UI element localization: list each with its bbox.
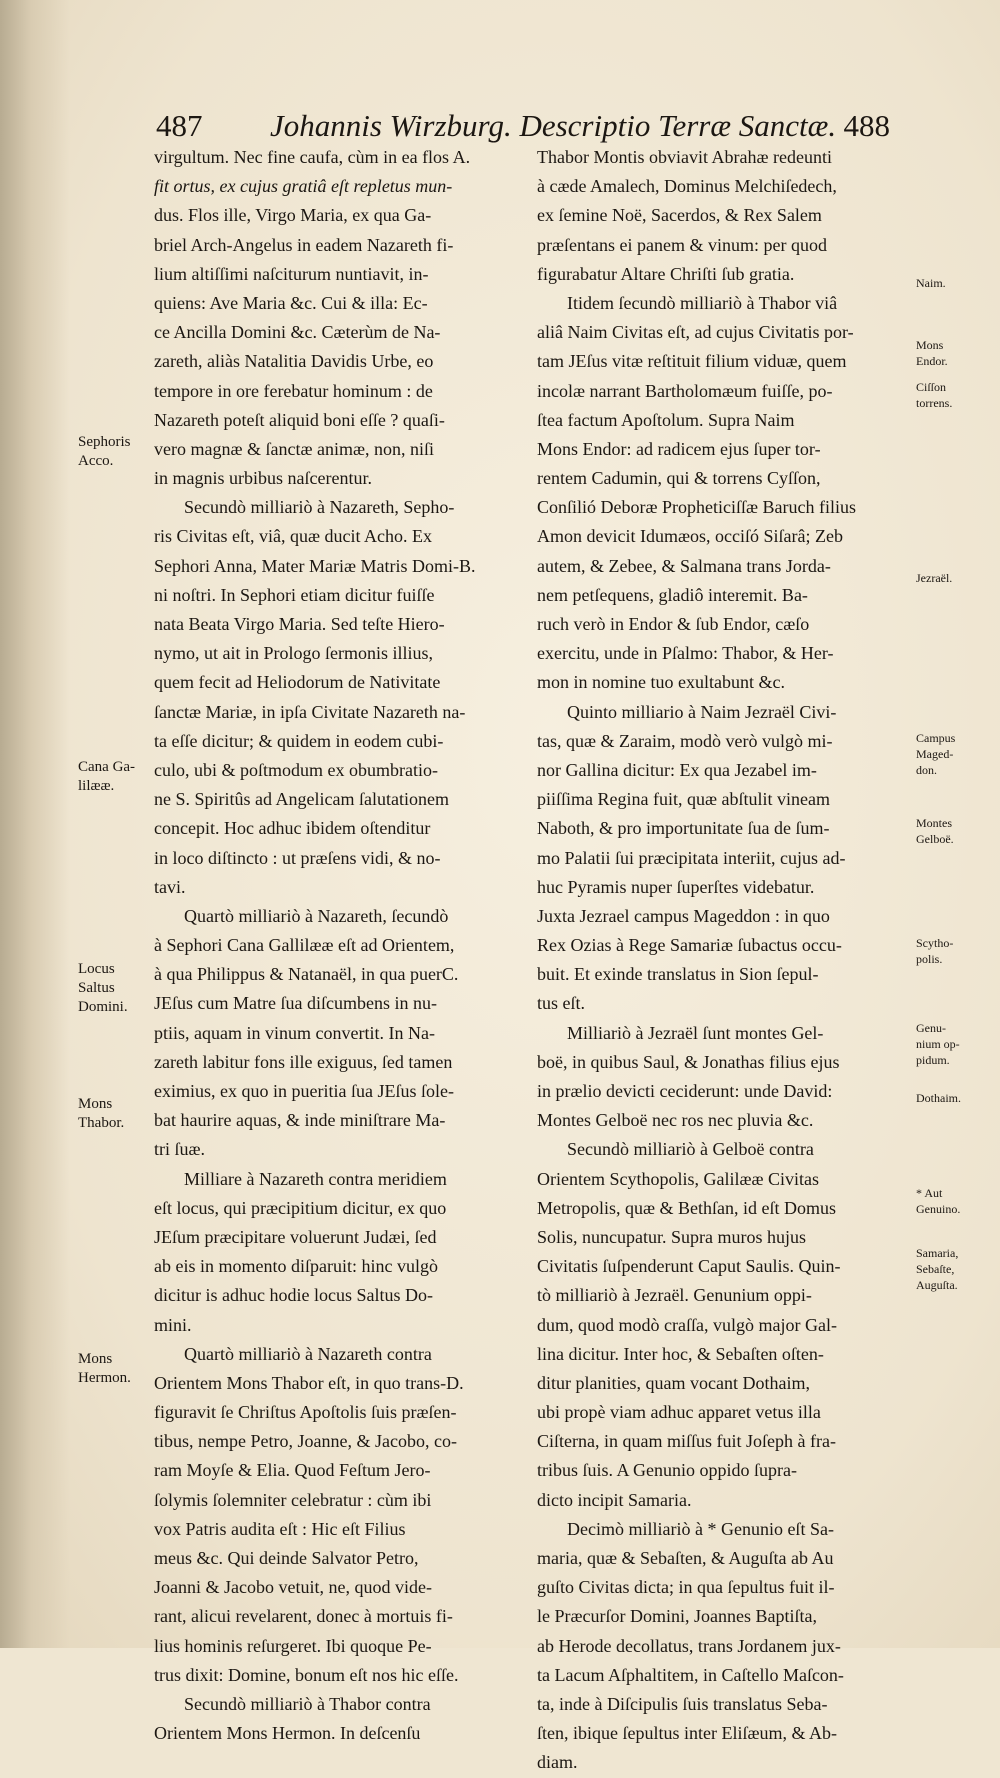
margin-note-line: Sephoris xyxy=(78,434,131,450)
right-column-line: dicto incipit Samaria. xyxy=(537,1489,692,1510)
left-column-line: ce Ancilla Domini &c. Cæterùm de Na- xyxy=(154,322,441,343)
left-column-line: ni noſtri. In Sephori etiam dicitur fuiſſe xyxy=(154,584,435,605)
margin-note-line: Gelboë. xyxy=(916,832,954,846)
right-margin-note xyxy=(916,275,946,291)
left-column-line: lium altiſſimi naſciturum nuntiavit, in- xyxy=(154,263,429,284)
left-column-line: fit ortus, ex cujus gratiâ eſt repletus mun- xyxy=(154,176,453,197)
left-column-line: Quartò milliariò à Nazareth, ſecundò xyxy=(184,905,449,926)
right-margin-note xyxy=(916,1245,958,1293)
margin-note-line: Cana Ga- xyxy=(78,759,136,775)
right-margin-note xyxy=(916,1020,960,1068)
right-column-line: tò milliariò à Jezraël. Genunium oppi- xyxy=(537,1285,812,1306)
right-column-line: Thabor Montis obviavit Abrahæ redeunti xyxy=(537,147,832,167)
right-column-line: ex ſemine Noë, Sacerdos, & Rex Salem xyxy=(537,205,822,226)
right-column-line: ditur planities, quam vocant Dothaim, xyxy=(537,1372,810,1393)
right-column-line: buit. Et exinde translatus in Sion ſepul- xyxy=(537,964,819,985)
right-column-line: à cæde Amalech, Dominus Melchiſedech, xyxy=(537,176,837,197)
margin-note-line: nium op- xyxy=(916,1037,960,1051)
page-number-right: 488 xyxy=(843,108,890,143)
margin-note-line: Endor. xyxy=(916,354,948,368)
margin-note-line: Montes xyxy=(916,816,952,830)
page-number-left: 487 xyxy=(156,108,203,143)
margin-note-line: Naim. xyxy=(916,276,946,290)
left-column-line: ta eſſe dicitur; & quidem in eodem cubi- xyxy=(154,730,444,751)
right-column-line: mo Palatii ſui præcipitata interiit, cujus ad- xyxy=(537,847,846,868)
right-column-line: diam. xyxy=(537,1752,578,1773)
right-column-line: figurabatur Altare Chriſti ſub gratia. xyxy=(537,263,795,284)
left-column-line: Orientem Mons Thabor eſt, in quo trans-D. xyxy=(154,1372,464,1393)
left-column-line: tibus, nempe Petro, Joanne, & Jacobo, co- xyxy=(154,1431,457,1452)
right-column-line: ſtea factum Apoſtolum. Supra Naim xyxy=(537,409,795,430)
left-margin-note xyxy=(78,758,135,796)
right-column-line: Decimò milliariò à * Genunio eſt Sa- xyxy=(567,1518,834,1539)
margin-note-line: * Aut xyxy=(916,1186,943,1200)
right-column-line: Ciſterna, in quam miſſus fuit Joſeph à fra- xyxy=(537,1431,836,1452)
margin-note-line: Mons xyxy=(916,338,944,352)
right-column-line: huc Pyramis nuper ſuperſtes videbatur. xyxy=(537,876,815,897)
left-column-line: trus dixit: Domine, bonum eſt nos hic eſſe. xyxy=(154,1664,459,1685)
margin-note-line: Scytho- xyxy=(916,936,954,950)
right-column-line: exercitu, unde in Pſalmo: Thabor, & Her- xyxy=(537,643,834,664)
margin-note-line: Auguſta. xyxy=(916,1278,958,1292)
left-column-line: Sephori Anna, Mater Mariæ Matris Domi-B. xyxy=(154,555,476,576)
left-text-column xyxy=(154,143,521,1748)
left-column-line: briel Arch-Angelus in eadem Nazareth fi- xyxy=(154,234,454,255)
margin-note-line: Maged- xyxy=(916,747,954,761)
right-margin-note xyxy=(916,935,953,967)
right-column-line: præſentans ei panem & vinum: per quod xyxy=(537,234,827,255)
left-margin-note xyxy=(78,433,131,471)
right-column-line: Secundò milliariò à Gelboë contra xyxy=(567,1139,814,1160)
left-column-line: Secundò milliariò à Thabor contra xyxy=(184,1693,431,1714)
left-column-line: concepit. Hoc adhuc ibidem oſtenditur xyxy=(154,818,431,839)
right-column-line: tus eſt. xyxy=(537,993,585,1014)
margin-note-line: lilææ. xyxy=(78,778,115,794)
margin-note-line: pidum. xyxy=(916,1053,950,1067)
left-margin-note xyxy=(78,960,128,1017)
right-column-line: in prælio devicti ceciderunt: unde David: xyxy=(537,1081,833,1101)
margin-note-line: don. xyxy=(916,763,937,777)
left-column-line: in loco diſtincto : ut præſens vidi, & no- xyxy=(154,847,441,868)
right-column-line: Solis, nuncupatur. Supra muros hujus xyxy=(537,1226,806,1247)
right-column-line: Quinto milliario à Naim Jezraël Civi- xyxy=(567,701,837,722)
right-column-line: lina dicitur. Inter hoc, & Sebaſten oſten- xyxy=(537,1343,824,1364)
left-column-line: zareth labitur fons ille exiguus, ſed tamen xyxy=(154,1051,453,1072)
left-margin-note xyxy=(78,1095,124,1133)
right-column-line: ta, inde à Diſcipulis ſuis translatus Seba- xyxy=(537,1693,828,1714)
margin-note-line: Saltus xyxy=(78,980,115,996)
margin-note-line: Genuino. xyxy=(916,1202,961,1216)
margin-note-line: Thabor. xyxy=(78,1115,125,1131)
left-column-line: rant, alicui revelarent, donec à mortuis fi- xyxy=(154,1606,453,1627)
left-column-line: Secundò milliariò à Nazareth, Sepho- xyxy=(184,497,455,518)
left-column-line: meus &c. Qui deinde Salvator Petro, xyxy=(154,1548,419,1568)
left-column-line: ſanctæ Mariæ, in ipſa Civitate Nazareth na- xyxy=(154,701,466,722)
right-column-line: rentem Cadumin, qui & torrens Cyſſon, xyxy=(537,468,821,489)
right-column-line: Orientem Scythopolis, Galilææ Civitas xyxy=(537,1168,819,1189)
right-margin-note xyxy=(916,815,954,847)
right-column-line: aliâ Naim Civitas eſt, ad cujus Civitatis por- xyxy=(537,322,854,343)
left-column-line: à Sephori Cana Gallilææ eſt ad Orientem, xyxy=(154,935,455,956)
left-column-line: Quartò milliariò à Nazareth contra xyxy=(184,1343,432,1364)
right-column-line: nor Gallina dicitur: Ex qua Jezabel im- xyxy=(537,759,817,780)
margin-note-line: Samaria, xyxy=(916,1246,959,1260)
right-column-line: piiſſima Regina fuit, quæ abſtulit vineam xyxy=(537,789,830,810)
left-column-line: tavi. xyxy=(154,876,186,897)
margin-note-line: polis. xyxy=(916,952,943,966)
right-column-line: Montes Gelboë nec ros nec pluvia &c. xyxy=(537,1110,814,1131)
right-column-line: Juxta Jezrael campus Mageddon : in quo xyxy=(537,905,830,926)
margin-note-line: Locus xyxy=(78,961,115,977)
margin-note-line: Domini. xyxy=(78,999,128,1015)
right-margin-note xyxy=(916,379,952,411)
right-column-line: Itidem ſecundò milliariò à Thabor viâ xyxy=(567,292,838,313)
right-column-line: incolæ narrant Bartholomæum fuiſſe, po- xyxy=(537,380,833,401)
right-column-line: Mons Endor: ad radicem ejus ſuper tor- xyxy=(537,438,821,459)
left-column-line: vero magnæ & ſanctæ animæ, non, niſi xyxy=(154,438,434,459)
left-column-line: Orientem Mons Hermon. In deſcenſu xyxy=(154,1723,421,1744)
right-column-line: dum, quod modò craſſa, vulgò major Gal- xyxy=(537,1314,837,1335)
left-column-line: eſt locus, qui præcipitium dicitur, ex quo xyxy=(154,1197,447,1218)
right-margin-note xyxy=(916,570,952,586)
right-margin-note xyxy=(916,1090,961,1106)
left-column-line: quiens: Ave Maria &c. Cui & illa: Ec- xyxy=(154,292,428,313)
right-column-line: mon in nomine tuo exultabunt &c. xyxy=(537,672,785,693)
right-column-line: tas, quæ & Zaraim, modò verò vulgò mi- xyxy=(537,730,833,751)
left-column-line: Milliare à Nazareth contra meridiem xyxy=(184,1168,447,1189)
left-column-line: in magnis urbibus naſcerentur. xyxy=(154,468,372,489)
left-column-line: JEſus cum Matre ſua diſcumbens in nu- xyxy=(154,993,437,1014)
right-column-line: ab Herode decollatus, trans Jordanem jux- xyxy=(537,1635,841,1656)
right-column-line: Milliariò à Jezraël ſunt montes Gel- xyxy=(567,1022,824,1043)
right-margin-note xyxy=(916,1185,960,1217)
margin-note-line: Genu- xyxy=(916,1021,946,1035)
left-column-line: lius hominis reſurgeret. Ibi quoque Pe- xyxy=(154,1635,432,1656)
left-column-line: bat haurire aquas, & inde miniſtrare Ma- xyxy=(154,1110,446,1131)
right-column-line: tam JEſus vitæ reſtituit filium viduæ, quem xyxy=(537,351,847,372)
right-column-line: ruch verò in Endor & ſub Endor, cæſo xyxy=(537,614,810,634)
right-column-line: autem, & Zebee, & Salmana trans Jorda- xyxy=(537,555,831,576)
right-column-line: nem petſequens, gladiô interemit. Ba- xyxy=(537,584,808,605)
left-column-line: culo, ubi & poſtmodum ex obumbratio- xyxy=(154,759,438,780)
margin-note-line: Jezraël. xyxy=(916,571,953,585)
left-column-line: tri ſuæ. xyxy=(154,1139,206,1160)
left-column-line: dus. Flos ille, Virgo Maria, ex qua Ga- xyxy=(154,205,432,226)
left-column-line: vox Patris audita eſt : Hic eſt Filius xyxy=(154,1518,406,1539)
left-column-line: nata Beata Virgo Maria. Sed teſte Hiero- xyxy=(154,614,445,634)
left-column-line: ab eis in momento diſparuit: hinc vulgò xyxy=(154,1256,438,1277)
margin-note-line: Campus xyxy=(916,731,956,745)
left-column-line: ptiis, aquam in vinum convertit. In Na- xyxy=(154,1022,435,1043)
right-column-line: boë, in quibus Saul, & Jonathas filius ejus xyxy=(537,1051,840,1072)
left-margin-note xyxy=(78,1350,131,1388)
left-column-line: quem fecit ad Heliodorum de Nativitate xyxy=(154,672,441,693)
right-column-line: Metropolis, quæ & Bethſan, id eſt Domus xyxy=(537,1197,836,1218)
left-column-line: tempore in ore ferebatur hominum : de xyxy=(154,380,433,401)
left-column-line: ne S. Spiritûs ad Angelicam ſalutationem xyxy=(154,789,449,810)
left-column-line: ſolymis ſolemniter celebratur : cùm ibi xyxy=(154,1489,432,1510)
margin-note-line: Mons xyxy=(78,1096,113,1112)
right-column-line: ubi propè viam adhuc apparet vetus illa xyxy=(537,1402,821,1423)
right-column-line: maria, quæ & Sebaſten, & Auguſta ab Au xyxy=(537,1548,834,1568)
right-column-line: guſto Civitas dicta; in qua ſepultus fuit il- xyxy=(537,1577,835,1598)
margin-note-line: Hermon. xyxy=(78,1370,131,1386)
right-column-line: ta Lacum Aſphaltitem, in Caſtello Maſcon- xyxy=(537,1664,844,1685)
right-margin-note xyxy=(916,730,955,778)
left-column-line: Joanni & Jacobo vetuit, ne, quod vide- xyxy=(154,1577,432,1598)
right-column-line: ſten, ibique ſepultus inter Eliſæum, & Ab- xyxy=(537,1723,837,1744)
running-header xyxy=(150,108,900,148)
left-column-line: dicitur is adhuc hodie locus Saltus Do- xyxy=(154,1285,433,1306)
right-column-line: tribus ſuis. A Genunio oppido ſupra- xyxy=(537,1460,797,1481)
right-column-line: Conſilió Deboræ Propheticiſſæ Baruch filius xyxy=(537,497,856,518)
left-column-line: zareth, aliàs Natalitia Davidis Urbe, eo xyxy=(154,351,434,372)
left-column-line: à qua Philippus & Natanaël, in qua puerC. xyxy=(154,964,459,985)
margin-note-line: Sebaſte, xyxy=(916,1262,955,1276)
left-column-line: Nazareth poteſt aliquid boni eſſe ? quaſi- xyxy=(154,409,445,430)
right-margin-note xyxy=(916,337,948,369)
left-column-line: figuravit ſe Chriſtus Apoſtolis ſuis præſen- xyxy=(154,1402,457,1423)
left-column-line: JEſum præcipitare voluerunt Judæi, ſed xyxy=(154,1226,437,1247)
margin-note-line: Acco. xyxy=(78,453,114,469)
left-column-line: ram Moyſe & Elia. Quod Feſtum Jero- xyxy=(154,1460,431,1481)
right-column-line: Rex Ozias à Rege Samariæ ſubactus occu- xyxy=(537,935,842,956)
running-title: Johannis Wirzburg. Descriptio Terræ Sanctæ. xyxy=(270,108,837,143)
left-column-line: ris Civitas eſt, viâ, quæ ducit Acho. Ex xyxy=(154,526,432,547)
right-column-line: Naboth, & pro importunitate ſua de ſum- xyxy=(537,818,830,839)
binding-gutter xyxy=(0,0,70,1648)
margin-note-line: torrens. xyxy=(916,396,953,410)
left-column-line: virgultum. Nec fine caufa, cùm in ea flos A. xyxy=(154,147,471,167)
right-text-column xyxy=(537,143,911,1778)
left-column-line: eximius, ex quo in pueritia ſua JEſus ſole- xyxy=(154,1081,454,1101)
left-column-line: mini. xyxy=(154,1314,192,1335)
right-column-line: Amon devicit Idumæos, occiſó Siſarâ; Zeb xyxy=(537,526,843,547)
right-column-line: Civitatis ſuſpenderunt Caput Saulis. Quin- xyxy=(537,1256,841,1277)
margin-note-line: Dothaim. xyxy=(916,1091,961,1105)
right-column-line: le Præcurſor Domini, Joannes Baptiſta, xyxy=(537,1606,817,1627)
margin-note-line: Ciſſon xyxy=(916,380,947,394)
margin-note-line: Mons xyxy=(78,1351,113,1367)
left-column-line: nymo, ut ait in Prologo ſermonis illius, xyxy=(154,643,433,664)
